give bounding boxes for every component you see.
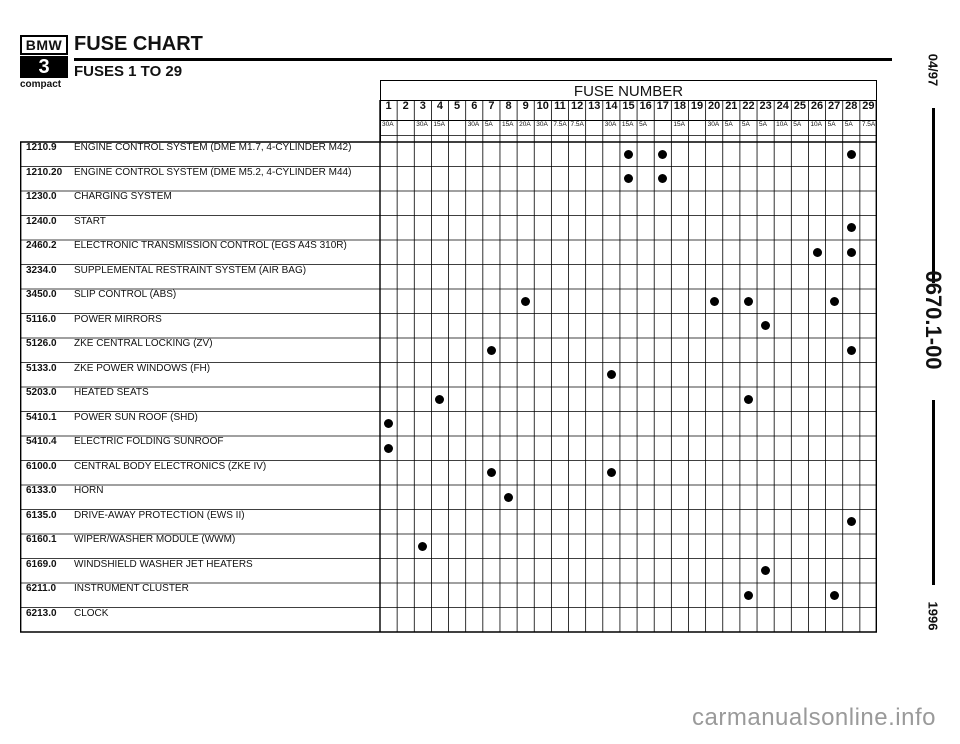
circuit-name: ENGINE CONTROL SYSTEM (DME M5.2, 4-CYLINDER M44) — [74, 166, 352, 178]
fuse-number-16: 16 — [639, 100, 652, 112]
fuse-number-12: 12 — [570, 100, 584, 112]
logo-brand: BMW — [20, 35, 68, 55]
fuse-number-17: 17 — [656, 100, 669, 112]
circuit-name: ZKE POWER WINDOWS (FH) — [74, 362, 211, 374]
fuse-number-21: 21 — [725, 100, 738, 112]
page-title: FUSE CHART — [74, 33, 203, 55]
fuse-rating-4: 15A — [433, 121, 445, 128]
circuit-name: ZKE CENTRAL LOCKING (ZV) — [74, 338, 213, 349]
logo-model: 3 — [20, 56, 68, 78]
fuse-number-7: 7 — [488, 100, 495, 112]
fuse-marker — [744, 297, 753, 306]
fuse-rating-29: 7.5A — [861, 121, 876, 128]
fuse-number-label: FUSE NUMBER — [573, 83, 684, 100]
side-rule-bottom — [932, 400, 935, 585]
table-row — [26, 216, 106, 240]
fuse-marker — [847, 223, 856, 232]
fuse-number-13: 13 — [588, 100, 601, 112]
fuse-marker — [504, 493, 513, 502]
circuit-code: 5410.1 — [26, 411, 57, 423]
circuit-name: CHARGING SYSTEM — [74, 191, 172, 202]
fuse-marker — [847, 346, 856, 355]
fuse-number-27: 27 — [828, 100, 841, 112]
circuit-name: POWER SUN ROOF (SHD) — [74, 411, 198, 423]
fuse-rating-25: 5A — [793, 121, 802, 128]
table-row — [26, 608, 108, 632]
table-row — [26, 289, 176, 313]
table-row — [26, 510, 245, 534]
fuse-rating-28: 5A — [844, 121, 853, 128]
logo-variant: compact — [20, 79, 62, 90]
circuit-code: 5126.0 — [26, 338, 57, 349]
fuse-rating-7: 5A — [484, 121, 493, 128]
fuse-number-15: 15 — [622, 100, 635, 112]
fuse-marker — [847, 248, 856, 257]
fuse-marker — [710, 297, 719, 306]
circuit-name: DRIVE-AWAY PROTECTION (EWS II) — [74, 509, 245, 521]
circuit-code: 5410.4 — [26, 436, 57, 447]
fuse-rating-22: 5A — [741, 121, 750, 128]
fuse-rating-23: 5A — [759, 121, 767, 128]
table-row — [26, 363, 210, 387]
fuse-rating-1: 30A — [382, 121, 394, 128]
fuse-chart-table — [20, 100, 877, 634]
circuit-name: SLIP CONTROL (ABS) — [74, 289, 177, 300]
table-row — [26, 485, 103, 509]
fuse-number-14: 14 — [605, 100, 618, 112]
table-row — [26, 559, 253, 583]
table-row — [26, 191, 172, 215]
circuit-code: 1210.9 — [26, 142, 57, 153]
side-year — [922, 596, 944, 636]
fuse-marker — [624, 150, 633, 159]
fuse-marker — [487, 346, 496, 355]
fuse-rating-21: 5A — [724, 121, 733, 128]
fuse-number-29: 29 — [862, 100, 875, 112]
table-row — [26, 142, 351, 166]
circuit-code: 5116.0 — [26, 313, 57, 325]
title-rule — [74, 58, 892, 61]
fuse-rating-16: 5A — [639, 121, 648, 128]
circuit-code: 6211.0 — [26, 583, 57, 594]
circuit-code: 2460.2 — [26, 240, 57, 251]
circuit-code: 6169.0 — [26, 558, 57, 570]
side-doc-code-text: 0670.1-00 — [921, 270, 946, 370]
fuse-marker — [744, 591, 753, 600]
fuse-number-8: 8 — [505, 100, 512, 112]
table-row — [26, 240, 347, 264]
fuse-marker — [744, 395, 753, 404]
fuse-marker — [521, 297, 530, 306]
circuit-name: INSTRUMENT CLUSTER — [74, 583, 189, 594]
fuse-rating-6: 30A — [467, 121, 480, 128]
fuse-number-6: 6 — [471, 100, 478, 112]
circuit-code: 6100.0 — [26, 460, 57, 472]
fuse-marker — [847, 517, 856, 526]
fuse-rating-14: 30A — [604, 121, 617, 128]
fuse-marker — [813, 248, 822, 257]
fuse-number-23: 23 — [759, 100, 772, 112]
side-date — [922, 50, 944, 90]
fuse-number-19: 19 — [690, 100, 704, 112]
table-row — [26, 265, 306, 289]
fuse-rating-24: 10A — [776, 121, 788, 128]
fuse-number-4: 4 — [436, 100, 444, 112]
side-doc-code — [918, 270, 948, 370]
fuse-marker — [384, 444, 393, 453]
watermark: carmanualsonline.info — [692, 704, 936, 731]
circuit-name: ELECTRONIC TRANSMISSION CONTROL (EGS A4S 310R) — [74, 240, 347, 251]
table-row — [26, 534, 235, 558]
fuse-marker — [847, 150, 856, 159]
fuse-marker — [658, 150, 667, 159]
table-row — [26, 461, 266, 485]
fuse-number-28: 28 — [845, 100, 858, 112]
circuit-code: 1230.0 — [26, 191, 57, 202]
fuse-rating-12: 7.5A — [570, 121, 584, 128]
table-row — [26, 387, 149, 411]
circuit-name: SUPPLEMENTAL RESTRAINT SYSTEM (AIR BAG) — [74, 264, 307, 276]
table-row — [26, 436, 223, 460]
page-subtitle: FUSES 1 TO 29 — [74, 63, 183, 80]
circuit-name: CENTRAL BODY ELECTRONICS (ZKE IV) — [74, 460, 267, 472]
fuse-rating-20: 30A — [707, 121, 720, 128]
table-row — [26, 167, 351, 191]
circuit-code: 1210.20 — [26, 166, 63, 178]
circuit-code: 3234.0 — [26, 264, 57, 276]
circuit-code: 5203.0 — [26, 387, 57, 398]
fuse-rating-11: 7.5A — [553, 121, 567, 128]
fuse-rating-9: 20A — [519, 121, 531, 128]
fuse-rating-15: 15A — [621, 121, 634, 128]
fuse-number-11: 11 — [554, 100, 566, 112]
circuit-name: CLOCK — [74, 607, 109, 619]
circuit-code: 6160.1 — [26, 534, 57, 545]
fuse-marker — [830, 591, 839, 600]
table-row — [26, 412, 198, 436]
circuit-name: HEATED SEATS — [74, 387, 149, 398]
fuse-rating-3: 30A — [416, 121, 428, 128]
table-row — [26, 314, 162, 338]
fuse-marker — [830, 297, 839, 306]
circuit-name: ELECTRIC FOLDING SUNROOF — [74, 436, 224, 447]
fuse-number-25: 25 — [793, 100, 806, 112]
fuse-number-2: 2 — [402, 100, 409, 112]
bmw-3-compact-logo — [20, 35, 68, 90]
circuit-code: 6133.0 — [26, 485, 57, 496]
table-row — [26, 583, 189, 607]
fuse-number-5: 5 — [454, 100, 461, 112]
side-year-text: 1996 — [925, 601, 941, 631]
circuit-code: 6213.0 — [26, 607, 57, 619]
fuse-rating-8: 15A — [501, 121, 514, 128]
fuse-number-3: 3 — [419, 100, 426, 112]
circuit-name: START — [74, 215, 106, 227]
fuse-number-26: 26 — [810, 100, 824, 112]
fuse-number-10: 10 — [536, 100, 549, 112]
circuit-name: HORN — [74, 485, 104, 496]
fuse-rating-26: 10A — [810, 121, 823, 128]
circuit-code: 6135.0 — [26, 509, 57, 521]
fuse-number-18: 18 — [673, 100, 687, 112]
circuit-code: 1240.0 — [26, 215, 57, 227]
circuit-name: WINDSHIELD WASHER JET HEATERS — [74, 558, 253, 570]
fuse-number-22: 22 — [742, 100, 755, 112]
circuit-name: POWER MIRRORS — [74, 313, 162, 325]
fuse-number-9: 9 — [522, 100, 529, 112]
circuit-name: WIPER/WASHER MODULE (WWM) — [74, 534, 236, 545]
fuse-number-20: 20 — [708, 100, 721, 112]
side-rule-top — [932, 108, 935, 283]
side-date-text: 04/97 — [925, 53, 941, 87]
fuse-rating-18: 15A — [673, 121, 685, 128]
fuse-number-24: 24 — [776, 100, 789, 112]
fuse-rating-27: 5A — [827, 121, 836, 128]
fuse-number-1: 1 — [385, 100, 392, 112]
circuit-code: 3450.0 — [26, 289, 57, 300]
fuse-rating-10: 30A — [536, 121, 548, 128]
circuit-name: ENGINE CONTROL SYSTEM (DME M1.7, 4-CYLINDER M42) — [74, 142, 352, 153]
table-row — [26, 338, 213, 362]
circuit-code: 5133.0 — [26, 362, 57, 374]
